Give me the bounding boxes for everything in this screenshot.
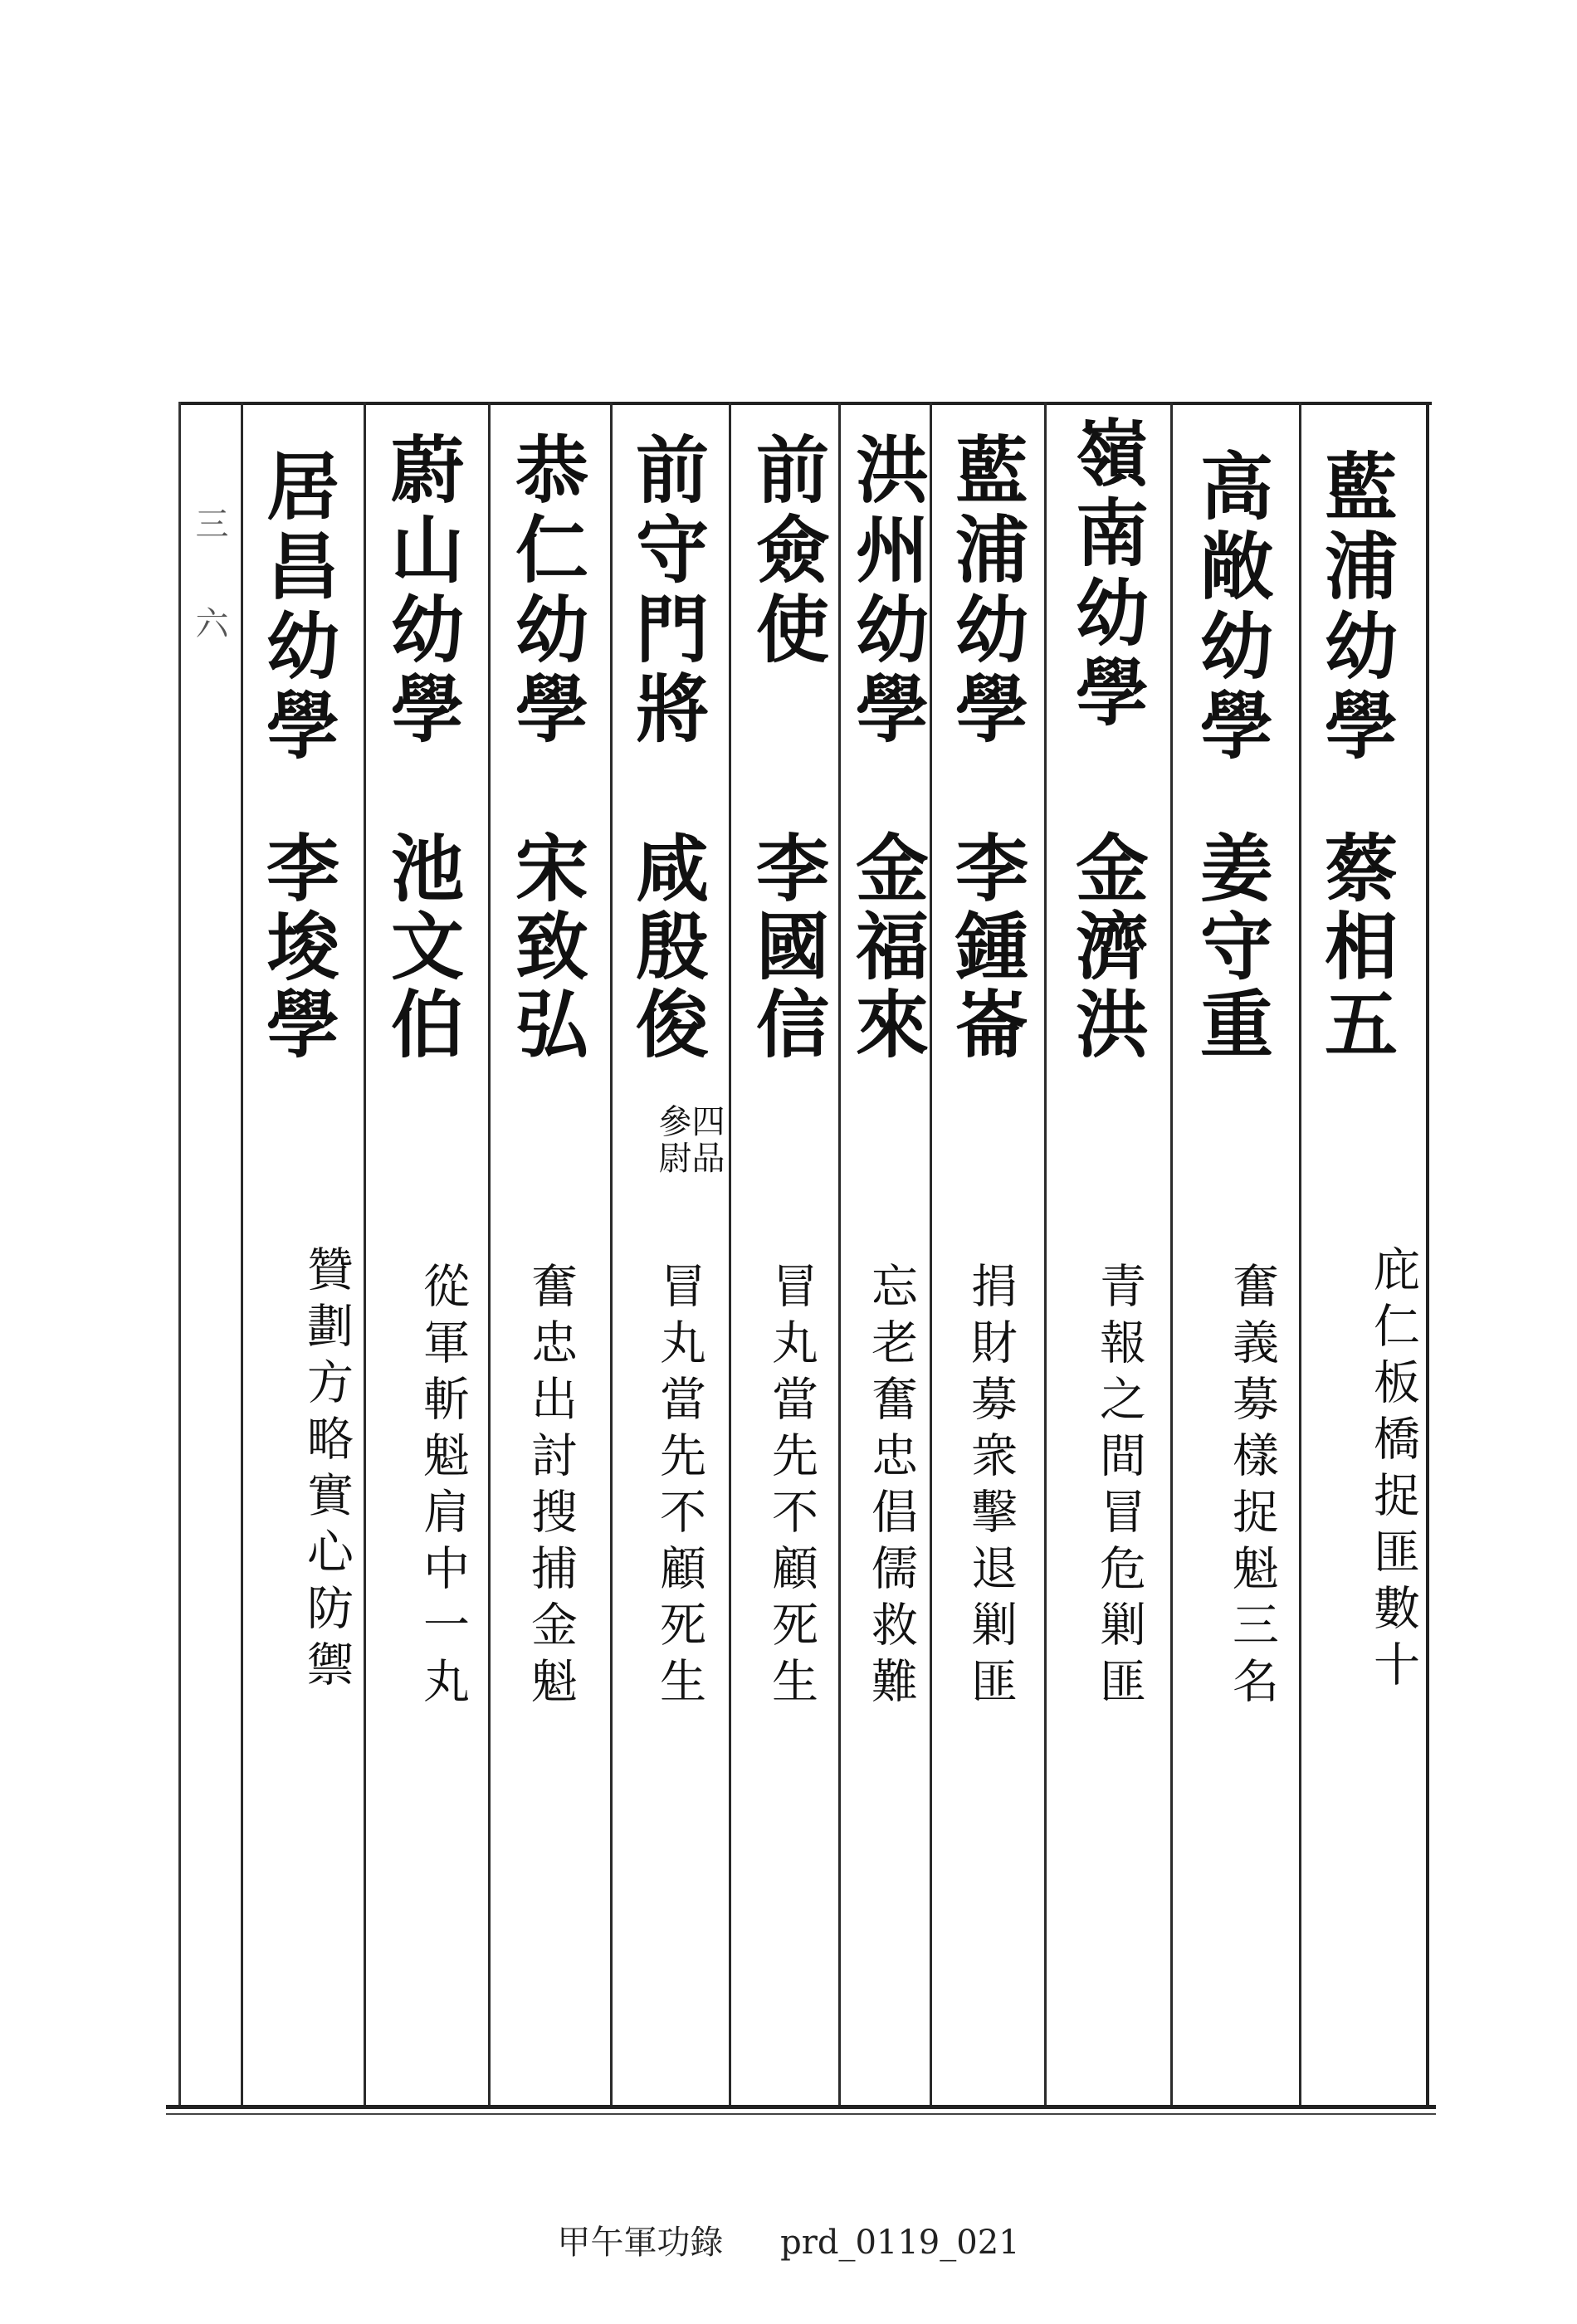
person-name: 李鍾崙	[944, 830, 1030, 1064]
person-name: 李埈學	[255, 830, 341, 1064]
margin-mark: 六	[190, 606, 228, 639]
merit-note: 從軍斬魁肩中一丸	[416, 1262, 470, 1713]
frame-left-border	[178, 402, 181, 2105]
office-title: 高敞幼學	[1189, 448, 1275, 767]
frame-bottom-border	[166, 2105, 1436, 2109]
column-rule	[1044, 402, 1047, 2105]
rank-annotation: 四品 參尉	[653, 1104, 725, 1177]
column-rule	[729, 402, 731, 2105]
frame-top-border	[178, 402, 1432, 405]
frame-right-border	[1426, 402, 1429, 2105]
merit-note: 青報之間冒危剿匪	[1092, 1262, 1146, 1713]
book-title: 甲午軍功錄	[557, 2224, 724, 2262]
merit-note: 奮忠出討搜捕金魁	[524, 1262, 578, 1713]
merit-note: 捐財募衆擊退剿匪	[964, 1262, 1018, 1713]
column-rule	[838, 402, 841, 2105]
person-name: 金福來	[844, 830, 930, 1064]
person-name: 李國信	[745, 830, 831, 1064]
column-rule	[364, 402, 366, 2105]
merit-note: 冒丸當先不顧死生	[764, 1262, 818, 1713]
merit-note: 贊劃方略實心防禦	[300, 1245, 354, 1697]
person-name: 金濟洪	[1064, 830, 1150, 1064]
column-rule	[1299, 402, 1301, 2105]
office-title: 洪州幼學	[844, 432, 930, 750]
office-title: 前守門將	[624, 432, 710, 750]
column-rule	[610, 402, 613, 2105]
office-title: 蔚山幼學	[379, 432, 466, 750]
frame-bottom-border-inner	[166, 2113, 1436, 2115]
merit-note: 冒丸當先不顧死生	[652, 1262, 706, 1713]
office-title: 居昌幼學	[255, 448, 341, 767]
column-rule	[241, 402, 243, 2105]
column-rule	[488, 402, 491, 2105]
person-name: 宋致弘	[504, 830, 590, 1064]
person-name: 姜守重	[1189, 830, 1275, 1064]
merit-note: 忘老奮忠倡儒救難	[864, 1262, 918, 1713]
merit-note: 奮義募樣捉魁三名	[1225, 1262, 1279, 1713]
office-title: 嶺南幼學	[1064, 415, 1150, 734]
margin-mark: 三	[190, 506, 228, 540]
office-title: 藍浦幼學	[944, 432, 1030, 750]
office-title: 恭仁幼學	[504, 432, 590, 750]
column-rule	[1170, 402, 1173, 2105]
page-footer	[0, 2216, 1577, 2263]
office-title: 藍浦幼學	[1313, 448, 1399, 767]
person-name: 咸殷俊	[624, 830, 710, 1064]
document-code: prd_0119_021	[780, 2224, 1020, 2262]
person-name: 池文伯	[379, 830, 466, 1064]
office-title: 前僉使	[745, 432, 831, 671]
merit-note: 庇仁板橋捉匪數十	[1366, 1245, 1420, 1697]
person-name: 蔡相五	[1313, 830, 1399, 1064]
